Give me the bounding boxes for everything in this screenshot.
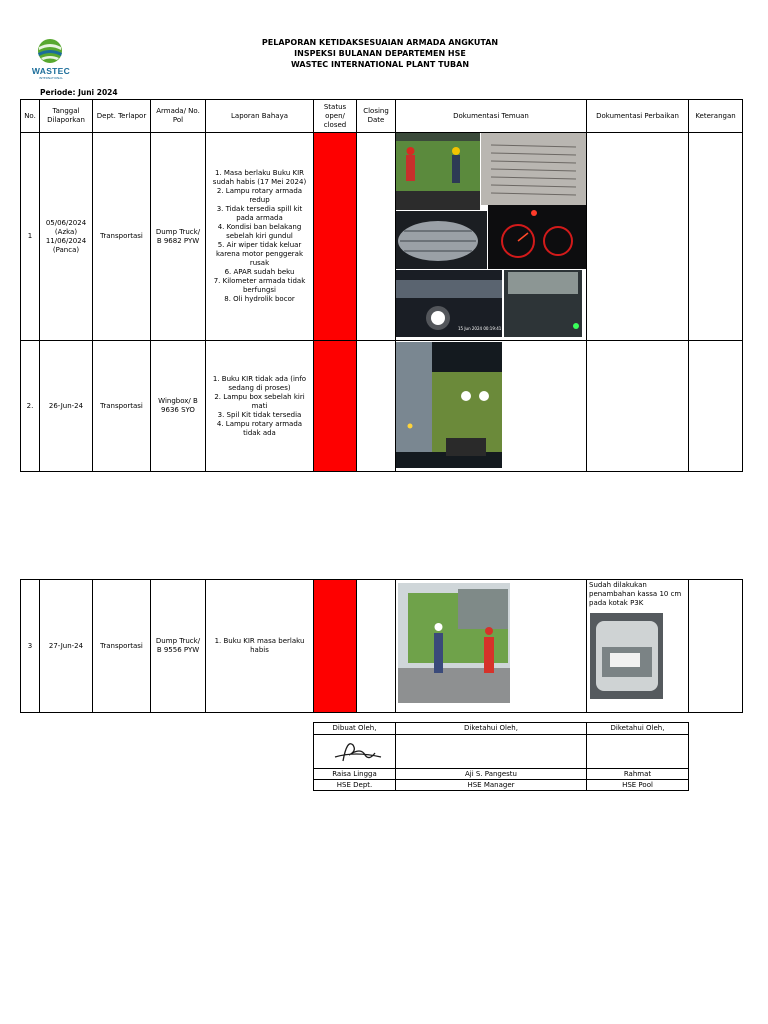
hazard-item: 3. Spil Kit tidak tersedia xyxy=(217,410,302,419)
table-header-row xyxy=(21,100,743,133)
signer-name: Aji S. Pangestu xyxy=(396,769,587,780)
row-no: 1 xyxy=(21,133,40,341)
hazard-item: 2. Lampu rotary armada redup xyxy=(216,187,303,204)
row-closing-date xyxy=(357,341,396,472)
col-header-fleet: Armada/ No. Pol xyxy=(151,100,206,133)
photo-document-sheet xyxy=(481,133,586,205)
report-header xyxy=(200,37,560,70)
row-closing-date xyxy=(357,133,396,341)
row-repair-photos xyxy=(587,341,689,472)
hazard-item: 4. Kondisi ban belakang sebelah kiri gundul xyxy=(217,223,302,240)
known-by-label: Diketahui Oleh, xyxy=(396,723,587,735)
report-period: Periode: Juni 2024 xyxy=(40,88,118,97)
table-row xyxy=(21,133,743,341)
signer-name: Rahmat xyxy=(587,769,689,780)
row-notes xyxy=(689,341,743,472)
signer-role: HSE Pool xyxy=(587,780,689,791)
signer-role: HSE Dept. xyxy=(314,780,396,791)
status-open: open xyxy=(314,580,357,713)
row-dept: Transportasi xyxy=(93,580,151,713)
handwritten-signature xyxy=(325,735,385,765)
signer-role: HSE Manager xyxy=(396,780,587,791)
row-no: 3 xyxy=(21,580,40,713)
signer-name: Raisa Lingga xyxy=(314,769,396,780)
photo-inspection-dump-truck xyxy=(398,583,510,703)
hazard-item: 1. Masa berlaku Buku KIR sudah habis (17 Mei 2024) xyxy=(212,169,307,186)
hazard-item: 5. Air wiper tidak keluar karena motor penggerak rusak xyxy=(215,241,304,267)
header-line-2: INSPEKSI BULANAN DEPARTEMEN HSE xyxy=(294,49,466,58)
row-fleet: Dump Truck/ B 9682 PYW xyxy=(151,133,206,341)
row-hazards xyxy=(206,580,314,713)
hazard-item: 3. Tidak tersedia spill kit pada armada xyxy=(216,205,303,222)
photo-green-light-engine xyxy=(504,270,582,337)
row-dept: Transportasi xyxy=(93,133,151,341)
row-notes xyxy=(689,580,743,713)
col-header-no: No. xyxy=(21,100,40,133)
header-line-3: WASTEC INTERNATIONAL PLANT TUBAN xyxy=(290,60,470,69)
col-header-closing: Closing Date xyxy=(357,100,396,133)
col-header-dept: Dept. Terlapor xyxy=(93,100,151,133)
signature-table xyxy=(313,722,689,791)
photo-dashboard-gauges xyxy=(488,205,586,269)
hazard-item: 4. Lampu rotary armada tidak ada xyxy=(216,419,303,437)
row-hazards xyxy=(206,133,314,341)
row-no: 2. xyxy=(21,341,40,472)
col-header-repairs: Dokumentasi Perbaikan xyxy=(587,100,689,133)
signature-cell xyxy=(396,735,587,769)
row-date-line: 11/06/2024 xyxy=(45,236,87,245)
col-header-notes: Keterangan xyxy=(689,100,743,133)
status-open: open xyxy=(314,341,357,472)
row-closing-date xyxy=(357,580,396,713)
col-header-date: Tanggal Dilaporkan xyxy=(40,100,93,133)
hazard-item: 6. APAR sudah beku xyxy=(224,268,295,276)
row-date-line: (Azka) xyxy=(54,227,78,236)
row-notes xyxy=(689,133,743,341)
photo-workers-green-truck xyxy=(396,133,480,210)
photo-timestamp: 15 Jun 2024 00:19:41 xyxy=(458,326,502,331)
photo-wingbox-truck xyxy=(396,342,502,468)
row-date: 27-Jun-24 xyxy=(40,580,93,713)
table-row xyxy=(21,341,743,472)
row-dept: Transportasi xyxy=(93,341,151,472)
row-fleet: Dump Truck/ B 9556 PYW xyxy=(151,580,206,713)
photo-night-rotary-lamp xyxy=(396,270,502,337)
known-by-label: Diketahui Oleh, xyxy=(587,723,689,735)
hazard-item: 1. Buku KIR tidak ada (info sedang di proses) xyxy=(212,374,307,392)
photo-worn-tire xyxy=(396,211,487,269)
hazard-item: 1. Buku KIR masa berlaku habis xyxy=(214,637,305,654)
made-by-label: Dibuat Oleh, xyxy=(314,723,396,735)
header-line-1: PELAPORAN KETIDAKSESUAIAN ARMADA ANGKUTAN xyxy=(261,38,499,47)
hazard-item: 8. Oli hydrolik bocor xyxy=(224,295,295,303)
row-hazards xyxy=(206,341,314,472)
photo-first-aid-box xyxy=(590,613,663,699)
col-header-findings: Dokumentasi Temuan xyxy=(396,100,587,133)
row-fleet: Wingbox/ B 9636 SYO xyxy=(151,341,206,472)
hazard-item: 2. Lampu box sebelah kiri mati xyxy=(214,392,305,410)
logo-subtitle: INTERNATIONAL xyxy=(38,76,64,80)
repair-note: Sudah dilakukan penambahan kassa 10 cm pada kotak P3K xyxy=(589,581,682,607)
signature-cell xyxy=(314,735,396,769)
hazard-item: 7. Kilometer armada tidak berfungsi xyxy=(213,277,306,294)
signature-cell xyxy=(587,735,689,769)
col-header-hazard: Laporan Bahaya xyxy=(206,100,314,133)
status-open: open xyxy=(314,133,357,341)
row-date-line: 05/06/2024 xyxy=(45,218,87,227)
row-date: 26-Jun-24 xyxy=(40,341,93,472)
row-date-line: (Panca) xyxy=(52,245,80,254)
row-date xyxy=(40,133,93,341)
logo-wordmark: WASTEC xyxy=(31,66,71,76)
col-header-status: Status open/ closed xyxy=(314,100,357,133)
row-repair-photos xyxy=(587,133,689,341)
findings-table xyxy=(20,99,743,472)
